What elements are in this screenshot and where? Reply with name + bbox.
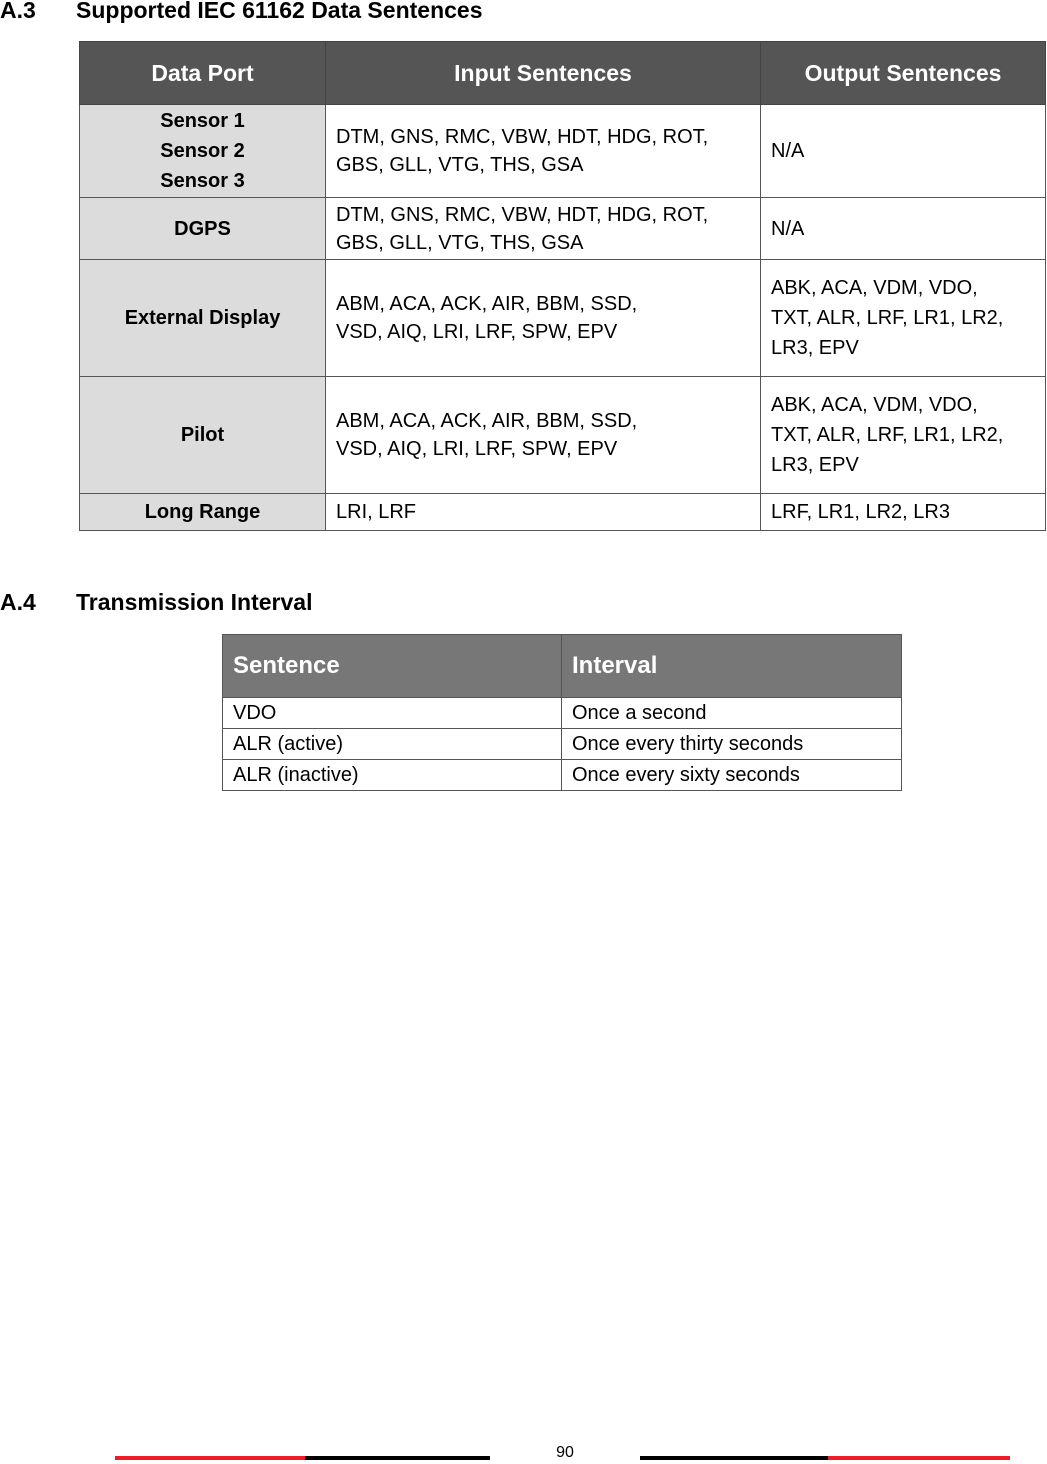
port-name: Sensor 2 <box>160 140 245 162</box>
output-cell <box>761 377 1046 494</box>
data-sentences-table <box>79 41 1046 531</box>
footer-rule-red-left <box>115 1456 305 1460</box>
sentence-cell: ALR (active) <box>223 729 562 760</box>
table-row <box>80 105 1046 198</box>
section-number: A.3 <box>0 0 36 23</box>
sentence-cell: ALR (inactive) <box>223 760 562 791</box>
table-row <box>80 260 1046 377</box>
header-data-port: Data Port <box>80 42 326 105</box>
header-output-sentences: Output Sentences <box>761 42 1046 105</box>
footer-rule-red-right <box>828 1456 1010 1460</box>
table-row <box>80 377 1046 494</box>
input-line: GBS, GLL, VTG, THS, GSA <box>336 231 584 254</box>
output-line: LR3, EPV <box>771 337 859 359</box>
output-line: N/A <box>771 217 805 240</box>
output-line: LRF, LR1, LR2, LR3 <box>771 501 950 523</box>
sentence-cell: VDO <box>223 698 562 729</box>
output-line: ABK, ACA, VDM, VDO, <box>771 277 978 299</box>
input-cell <box>326 494 761 531</box>
input-line: VSD, AIQ, LRI, LRF, SPW, EPV <box>336 321 618 343</box>
transmission-interval-table <box>222 634 902 791</box>
output-cell <box>761 105 1046 198</box>
output-line: ABK, ACA, VDM, VDO, <box>771 394 978 416</box>
port-cell <box>80 105 326 198</box>
output-line: TXT, ALR, LRF, LR1, LR2, <box>771 424 1004 446</box>
table-header-row <box>223 635 902 698</box>
port-name: DGPS <box>174 217 231 240</box>
port-cell <box>80 260 326 377</box>
input-cell <box>326 260 761 377</box>
input-cell <box>326 105 761 198</box>
port-name: Long Range <box>144 501 261 523</box>
input-line: DTM, GNS, RMC, VBW, HDT, HDG, ROT, <box>336 203 709 226</box>
output-cell <box>761 494 1046 531</box>
footer-rule-black-right <box>640 1456 828 1460</box>
output-line: LR3, EPV <box>771 454 859 476</box>
table-header-row <box>80 42 1046 105</box>
interval-cell: Once every thirty seconds <box>562 729 902 760</box>
section-title: Transmission Interval <box>76 589 313 615</box>
section-title: Supported IEC 61162 Data Sentences <box>76 0 483 23</box>
section-number: A.4 <box>0 589 36 615</box>
section-heading-a4 <box>0 589 312 616</box>
port-cell <box>80 377 326 494</box>
header-interval: Interval <box>562 635 902 698</box>
footer-rule-black-left <box>305 1456 490 1460</box>
output-line: N/A <box>771 140 805 162</box>
port-cell <box>80 198 326 260</box>
port-name: External Display <box>124 307 281 329</box>
input-line: VSD, AIQ, LRI, LRF, SPW, EPV <box>336 438 618 460</box>
input-line: ABM, ACA, ACK, AIR, BBM, SSD, <box>336 410 638 432</box>
table-row <box>223 698 902 729</box>
header-input-sentences: Input Sentences <box>326 42 761 105</box>
input-line: ABM, ACA, ACK, AIR, BBM, SSD, <box>336 293 638 315</box>
output-cell <box>761 260 1046 377</box>
input-line: DTM, GNS, RMC, VBW, HDT, HDG, ROT, <box>336 126 709 148</box>
input-line: LRI, LRF <box>336 501 417 523</box>
output-cell <box>761 198 1046 260</box>
interval-cell: Once every sixty seconds <box>562 760 902 791</box>
table-row <box>80 494 1046 531</box>
input-cell <box>326 377 761 494</box>
interval-cell: Once a second <box>562 698 902 729</box>
section-heading-a3 <box>0 0 483 24</box>
input-line: GBS, GLL, VTG, THS, GSA <box>336 154 584 176</box>
port-name: Sensor 3 <box>160 170 245 192</box>
port-cell <box>80 494 326 531</box>
port-name: Sensor 1 <box>160 110 245 132</box>
table-row <box>80 198 1046 260</box>
page-number: 90 <box>556 1444 574 1461</box>
input-cell <box>326 198 761 260</box>
table-row <box>223 760 902 791</box>
port-name: Pilot <box>180 424 225 446</box>
header-sentence: Sentence <box>223 635 562 698</box>
output-line: TXT, ALR, LRF, LR1, LR2, <box>771 307 1004 329</box>
table-row <box>223 729 902 760</box>
